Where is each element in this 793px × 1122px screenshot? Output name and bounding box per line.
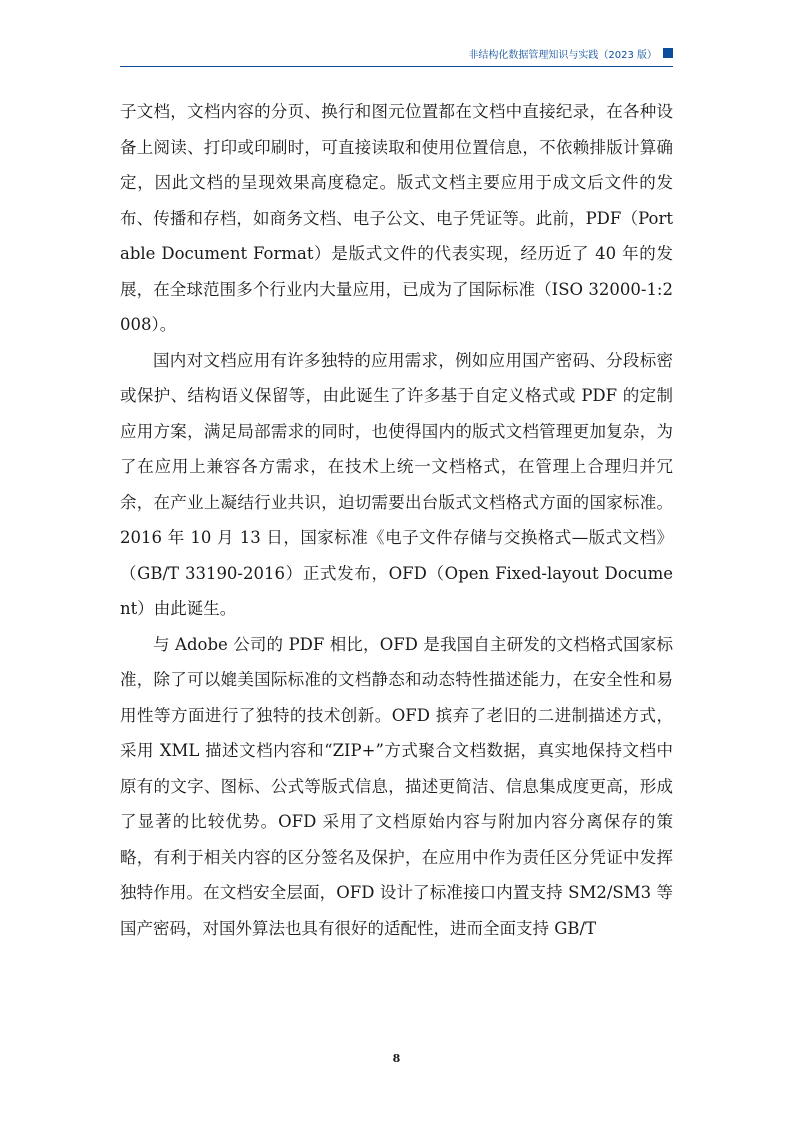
paragraph-3: 与 Adobe 公司的 PDF 相比，OFD 是我国自主研发的文档格式国家标准，除了可以媲美国际标准的文档静态和动态特性描述能力，在安全性和易用性等方面进行了独特的技术创新。OFD 摈弃了老旧的二进制描述方式，采用 XML 描述文档内容和“ZIP+”方式聚合文档数据，真实地保持文档中原有的文字、图标、公式等版式信息，描述更简洁、信息集成度更高，形成了显著的比较优势。OFD 采用了文档原始内容与附加内容分离保存的策略，有利于相关内容的区分签名及保护，在应用中作为责任区分凭证中发挥独特作用。在文档安全层面，OFD 设计了标准接口内置支持 SM2/SM3 等国产密码，对国外算法也具有很好的适配性，进而全面支持 GB/T xyxy=(120,634,673,938)
running-header xyxy=(120,40,673,67)
paragraph-1: 子文档，文档内容的分页、换行和图元位置都在文档中直接纪录，在各种设备上阅读、打印或印刷时，可直接读取和使用位置信息，不依赖排版计算确定，因此文档的呈现效果高度稳定。版式文档主要应用于成文后文件的发布、传播和存档，如商务文档、电子公文、电子凭证等。此前，PDF（Portable Document Format）是版式文件的代表实现，经历近了 40 年的发展，在全球范围多个行业内大量应用，已成为了国际标准（ISO 32000-1:2008）。 xyxy=(120,102,673,334)
paragraph-2: 国内对文档应用有许多独特的应用需求，例如应用国产密码、分段标密或保护、结构语义保留等，由此诞生了许多基于自定义格式或 PDF 的定制应用方案，满足局部需求的同时，也使得国内的版式文档管理更加复杂，为了在应用上兼容各方需求，在技术上统一文档格式，在管理上合理归并冗余，在产业上凝结行业共识，迫切需要出台版式文档格式方面的国家标准。2016 年 10 月 13 日，国家标准《电子文件存储与交换格式—版式文档》（GB/T 33190-2016）正式发布，OFD（Open Fixed-layout Document）由此诞生。 xyxy=(120,350,673,618)
header-square-icon xyxy=(663,48,673,58)
header-title: 非结构化数据管理知识与实践（2023 版） xyxy=(468,49,657,61)
body-text xyxy=(120,94,673,946)
page-number: 8 xyxy=(392,1052,401,1065)
